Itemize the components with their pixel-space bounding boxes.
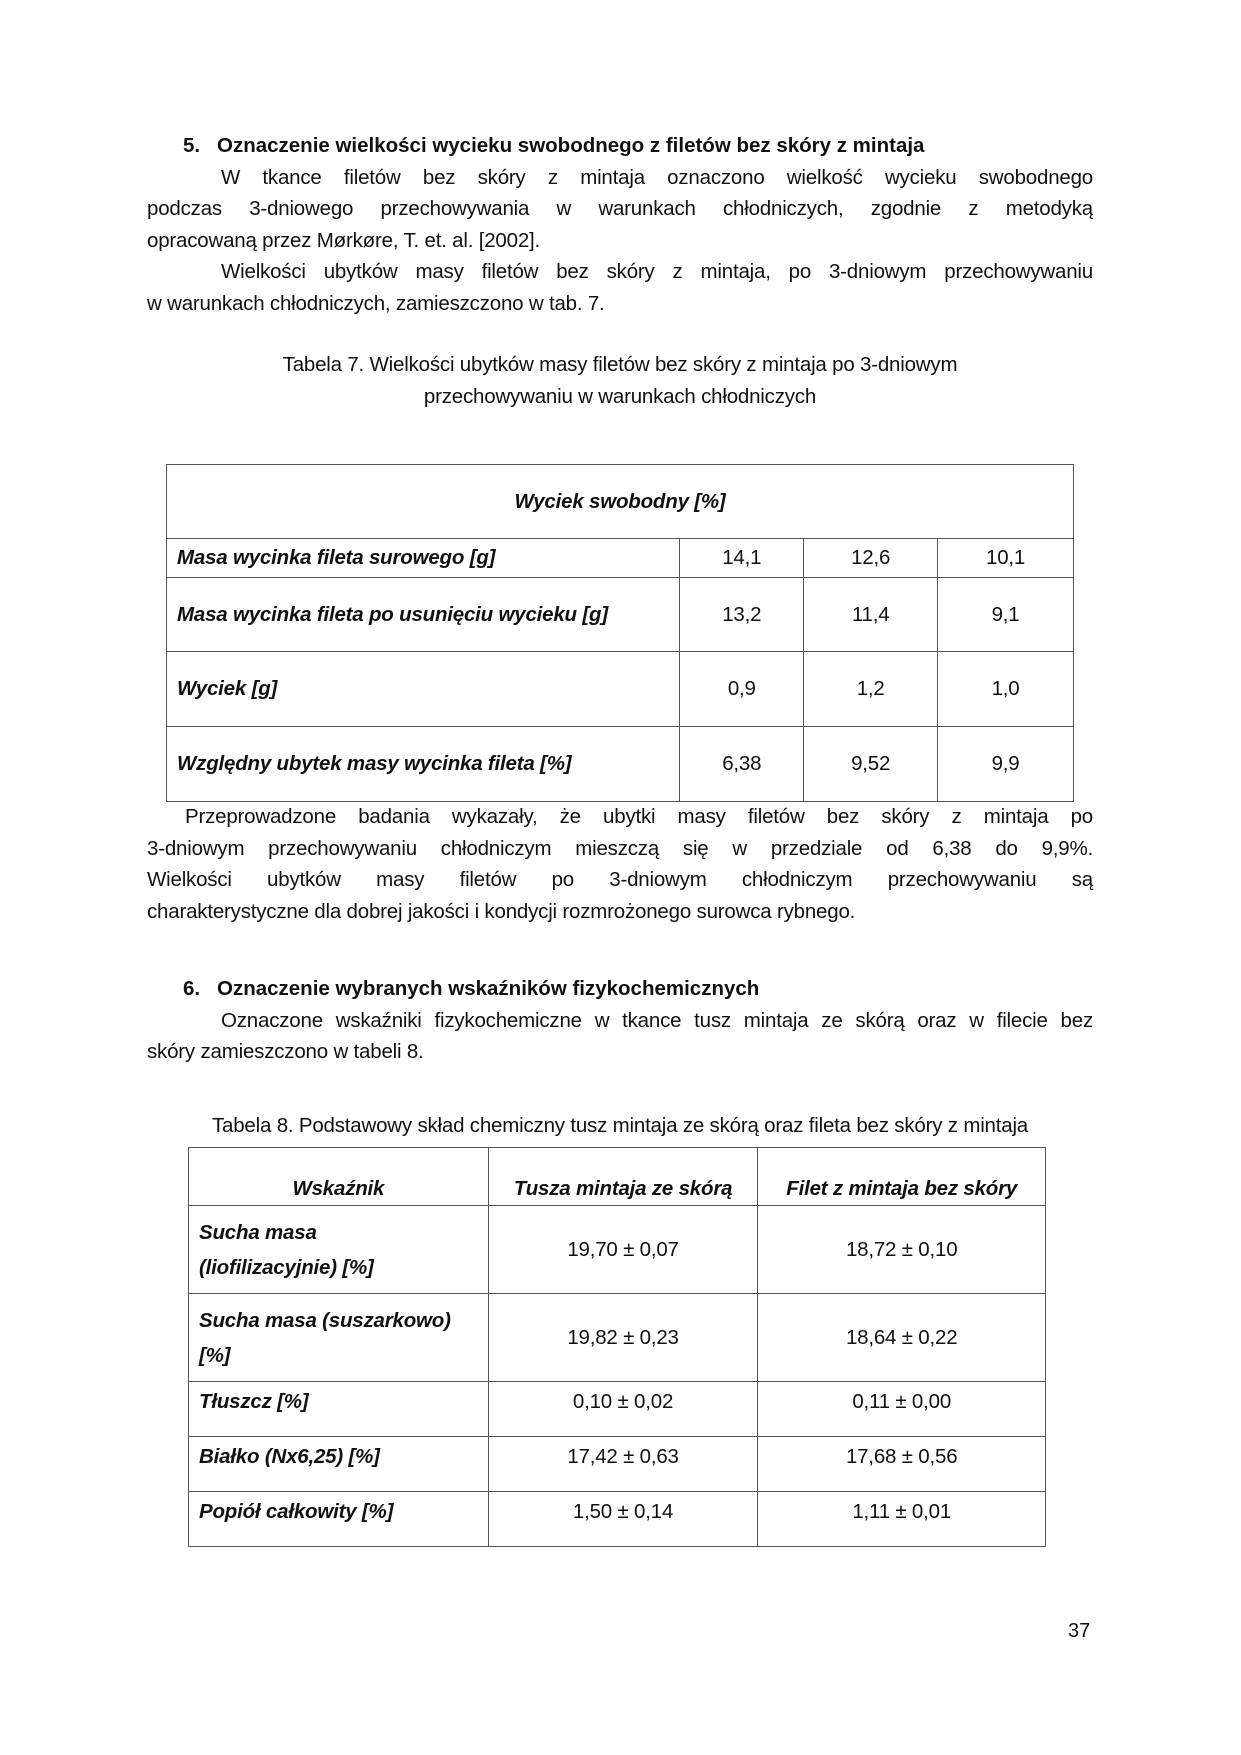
table-8: [188, 1147, 1046, 1547]
paragraph: skóry zamieszczono w tabeli 8.: [147, 1040, 424, 1063]
table-row: [167, 539, 1074, 578]
section-title: Oznaczenie wielkości wycieku swobodnego z filetów bez skóry z mintaja: [217, 134, 925, 157]
table-row: [189, 1492, 1046, 1547]
paragraph: W tkance filetów bez skóry z mintaja oznaczono wielkość wycieku swobodnego: [221, 166, 1093, 189]
cell: 17,42 ± 0,63: [488, 1437, 758, 1492]
row-label: Masa wycinka fileta surowego [g]: [167, 539, 680, 578]
row-label: Popiół całkowity [%]: [189, 1492, 489, 1547]
paragraph: Przeprowadzone badania wykazały, że ubytki masy filetów bez skóry z mintaja po: [185, 805, 1093, 828]
cell: 12,6: [804, 539, 938, 578]
table-header: Wyciek swobodny [%]: [167, 465, 1074, 539]
row-label: Wyciek [g]: [167, 652, 680, 727]
cell: 9,1: [938, 578, 1074, 652]
cell: 9,52: [804, 727, 938, 802]
table-row: [167, 727, 1074, 802]
cell: 1,0: [938, 652, 1074, 727]
cell: 18,64 ± 0,22: [758, 1294, 1046, 1382]
row-label: Względny ubytek masy wycinka fileta [%]: [167, 727, 680, 802]
table-row: [167, 578, 1074, 652]
paragraph: w warunkach chłodniczych, zamieszczono w tab. 7.: [147, 292, 605, 315]
table-row: [189, 1437, 1046, 1492]
paragraph: Wielkości ubytków masy filetów po 3-dniowym chłodniczym przechowywaniu są: [147, 868, 1093, 891]
cell: 1,50 ± 0,14: [488, 1492, 758, 1547]
row-label-line: Sucha masa: [199, 1220, 317, 1244]
column-header: Tusza mintaja ze skórą: [488, 1148, 758, 1206]
cell: 0,9: [680, 652, 804, 727]
table-row: [189, 1206, 1046, 1294]
row-label: [189, 1294, 489, 1382]
paragraph: opracowaną przez Mørkøre, T. et. al. [2002].: [147, 229, 541, 252]
row-label: Masa wycinka fileta po usunięciu wycieku [g]: [167, 578, 680, 652]
table-7: [166, 464, 1074, 802]
table-header-row: [167, 465, 1074, 539]
cell: 17,68 ± 0,56: [758, 1437, 1046, 1492]
table-header-row: [189, 1148, 1046, 1206]
row-label: Tłuszcz [%]: [189, 1382, 489, 1437]
cell: 14,1: [680, 539, 804, 578]
paragraph: Oznaczone wskaźniki fizykochemiczne w tkance tusz mintaja ze skórą oraz w filecie bez: [221, 1009, 1093, 1032]
cell: 0,11 ± 0,00: [758, 1382, 1046, 1437]
row-label: [189, 1206, 489, 1294]
cell: 9,9: [938, 727, 1074, 802]
cell: 1,2: [804, 652, 938, 727]
cell: 6,38: [680, 727, 804, 802]
row-label-line: (liofilizacyjnie) [%]: [199, 1255, 374, 1279]
cell: 0,10 ± 0,02: [488, 1382, 758, 1437]
cell: 19,82 ± 0,23: [488, 1294, 758, 1382]
cell: 10,1: [938, 539, 1074, 578]
section-6-heading: [183, 973, 759, 1004]
caption-line: przechowywaniu w warunkach chłodniczych: [423, 384, 817, 408]
paragraph: Wielkości ubytków masy filetów bez skóry z mintaja, po 3-dniowym przechowywaniu: [221, 260, 1093, 283]
section-5-heading: [183, 130, 924, 161]
column-header: Filet z mintaja bez skóry: [758, 1148, 1046, 1206]
section-number: 5.: [183, 134, 201, 157]
paragraph: 3-dniowym przechowywaniu chłodniczym mieszczą się w przedziale od 6,38 do 9,9%.: [147, 837, 1093, 860]
section-number: 6.: [183, 977, 201, 1000]
row-label-line: [%]: [199, 1343, 231, 1367]
cell: 1,11 ± 0,01: [758, 1492, 1046, 1547]
row-label: Białko (Nx6,25) [%]: [189, 1437, 489, 1492]
section-title: Oznaczenie wybranych wskaźników fizykochemicznych: [217, 977, 760, 1000]
paragraph: charakterystyczne dla dobrej jakości i kondycji rozmrożonego surowca rybnego.: [147, 900, 856, 923]
table-row: [167, 652, 1074, 727]
page-number: 37: [1068, 1620, 1091, 1642]
caption-line: Tabela 7. Wielkości ubytków masy filetów bez skóry z mintaja po 3-dniowym: [282, 353, 958, 376]
cell: 19,70 ± 0,07: [488, 1206, 758, 1294]
row-label-line: Sucha masa (suszarkowo): [199, 1308, 451, 1332]
cell: 11,4: [804, 578, 938, 652]
table-7-caption: [147, 349, 1093, 412]
cell: 18,72 ± 0,10: [758, 1206, 1046, 1294]
table-8-caption: Tabela 8. Podstawowy skład chemiczny tusz mintaja ze skórą oraz fileta bez skóry z mintaja: [211, 1114, 1029, 1137]
paragraph: podczas 3-dniowego przechowywania w warunkach chłodniczych, zgodnie z metodyką: [147, 197, 1093, 220]
table-row: [189, 1294, 1046, 1382]
cell: 13,2: [680, 578, 804, 652]
column-header: Wskaźnik: [189, 1148, 489, 1206]
table-row: [189, 1382, 1046, 1437]
